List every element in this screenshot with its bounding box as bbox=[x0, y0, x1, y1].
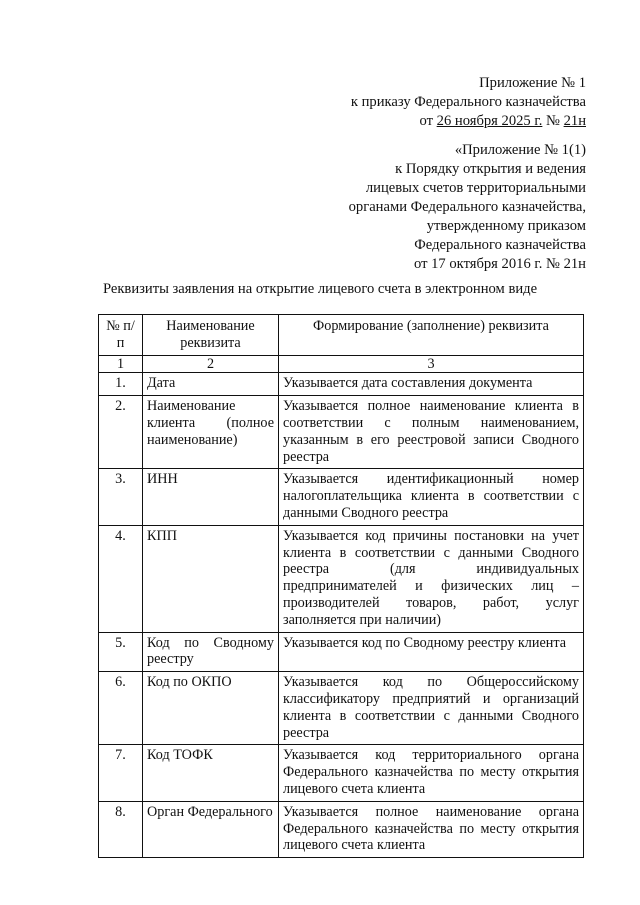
row-name: Дата bbox=[143, 373, 279, 396]
row-number: 4. bbox=[99, 525, 143, 632]
row-description: Указывается полное наименование органа Федерального казначейства по месту открытия лицевого счета клиента bbox=[279, 801, 584, 857]
row-name: ИНН bbox=[143, 469, 279, 525]
row-name: Орган Федерального bbox=[143, 801, 279, 857]
table-row bbox=[99, 373, 584, 396]
table-row bbox=[99, 672, 584, 745]
row-description: Указывается идентификационный номер налогоплательщика клиента в соответствии с данными Сводного реестра bbox=[279, 469, 584, 525]
row-name: Код по Сводному реестру bbox=[143, 632, 279, 672]
row-description: Указывается код по Сводному реестру клиента bbox=[279, 632, 584, 672]
appendix-line: к приказу Федерального казначейства bbox=[350, 94, 586, 110]
row-description: Указывается полное наименование клиента в соответствии с полным наименованием, указанным в его реестровой записи Сводного реестра bbox=[279, 396, 584, 469]
document-title: Реквизиты заявления на открытие лицевого счета в электронном виде bbox=[102, 281, 538, 297]
row-number: 7. bbox=[99, 745, 143, 801]
table-row bbox=[99, 525, 584, 632]
row-number: 5. bbox=[99, 632, 143, 672]
row-number: 1. bbox=[99, 373, 143, 396]
table-row bbox=[99, 632, 584, 672]
table-row bbox=[99, 396, 584, 469]
header-number: № п/п bbox=[99, 315, 143, 356]
column-numbers-row bbox=[99, 355, 584, 373]
row-number: 6. bbox=[99, 672, 143, 745]
table-row bbox=[99, 801, 584, 857]
row-description: Указывается код территориального органа Федерального казначейства по месту открытия лицевого счета клиента bbox=[279, 745, 584, 801]
table-header-row bbox=[99, 315, 584, 356]
row-number: 3. bbox=[99, 469, 143, 525]
column-number: 3 bbox=[279, 355, 584, 373]
row-number: 2. bbox=[99, 396, 143, 469]
appendix-number-sign: № bbox=[542, 113, 564, 129]
row-number: 8. bbox=[99, 801, 143, 857]
row-description: Указывается код по Общероссийскому классификатору предприятий и организаций клиента в соответствии с данными Сводного реестра bbox=[279, 672, 584, 745]
appendix-prefix: от bbox=[419, 113, 437, 129]
appendix2-line: органами Федерального казначейства, bbox=[348, 199, 586, 215]
row-name: Код ТОФК bbox=[143, 745, 279, 801]
appendix2-line: «Приложение № 1(1) bbox=[454, 142, 586, 158]
table-row bbox=[99, 469, 584, 525]
appendix2-line: к Порядку открытия и ведения bbox=[395, 161, 586, 177]
requisites-table bbox=[98, 314, 584, 858]
row-description: Указывается дата составления документа bbox=[279, 373, 584, 396]
appendix-number: 21н bbox=[563, 113, 586, 129]
appendix-date: 26 ноября 2025 г. bbox=[436, 113, 543, 129]
appendix2-line: утвержденному приказом bbox=[426, 218, 586, 234]
appendix2-line: от 17 октября 2016 г. № 21н bbox=[414, 256, 586, 272]
appendix2-line: Федерального казначейства bbox=[414, 237, 586, 253]
column-number: 1 bbox=[99, 355, 143, 373]
header-name: Наименование реквизита bbox=[143, 315, 279, 356]
row-description: Указывается код причины постановки на учет клиента в соответствии с данными Сводного реестра (для индивидуальных предпринимателей и физических лиц – производителей товаров, работ, услуг заполняется при наличии) bbox=[279, 525, 584, 632]
table-row bbox=[99, 745, 584, 801]
row-name: КПП bbox=[143, 525, 279, 632]
appendix-order-line bbox=[351, 112, 586, 131]
row-name: Код по ОКПО bbox=[143, 672, 279, 745]
appendix2-line: лицевых счетов территориальными bbox=[365, 180, 586, 196]
appendix-line: Приложение № 1 bbox=[479, 75, 586, 91]
column-number: 2 bbox=[143, 355, 279, 373]
appendix-original-header bbox=[349, 141, 586, 274]
appendix-header bbox=[351, 74, 586, 131]
row-name: Наименование клиента (полное наименование) bbox=[143, 396, 279, 469]
header-description: Формирование (заполнение) реквизита bbox=[279, 315, 584, 356]
